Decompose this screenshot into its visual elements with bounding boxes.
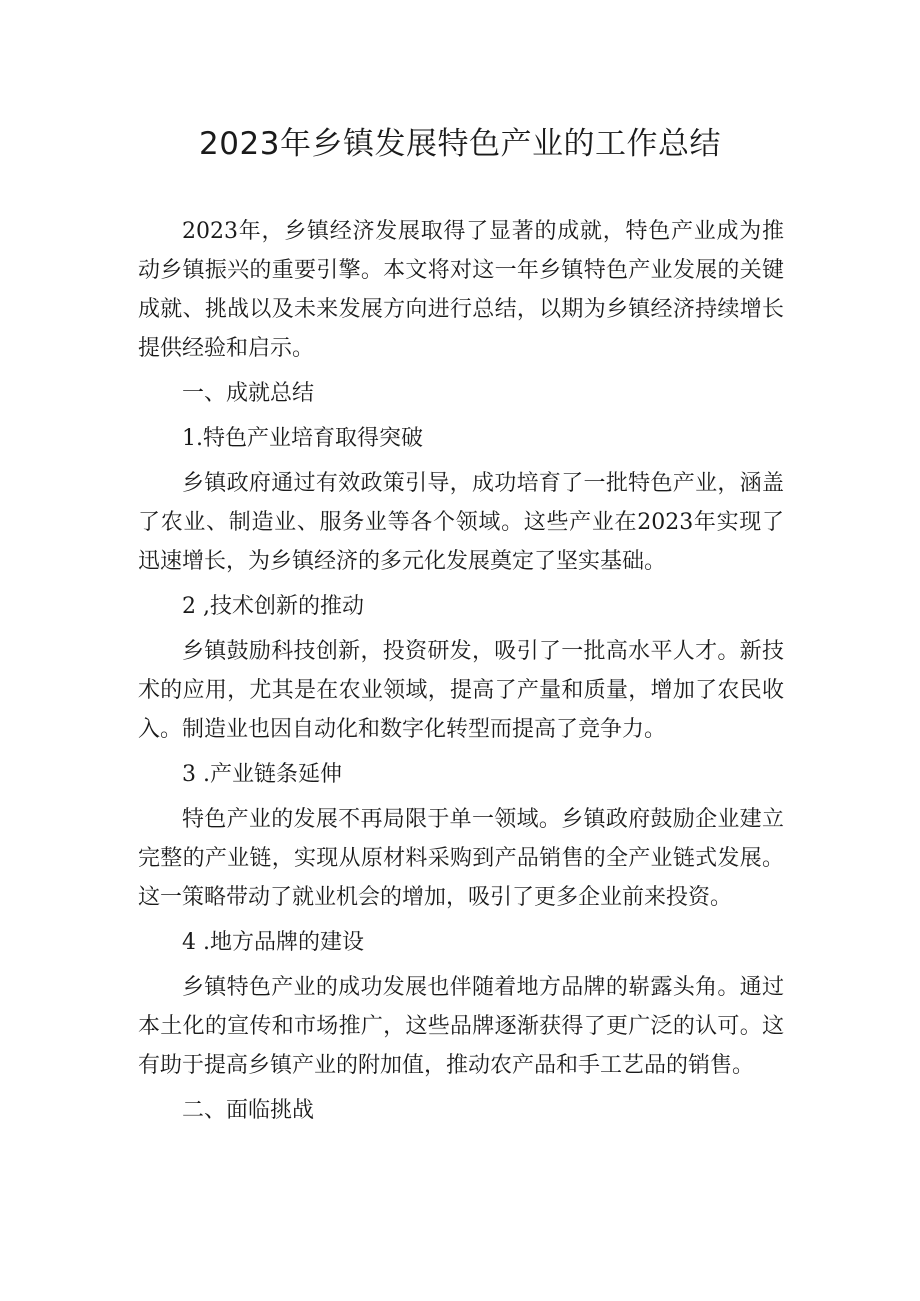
item-heading-3: 3 .产业链条延伸 — [182, 762, 342, 787]
item-paragraph-1: 乡镇政府通过有效政策引导，成功培育了一批特色产业，涵盖了农业、制造业、服务业等各个领域。这些产业在2023年实现了迅速增长，为乡镇经济的多元化发展奠定了坚实基础。 — [138, 471, 784, 574]
item-paragraph-2: 乡镇鼓励科技创新，投资研发，吸引了一批高水平人才。新技术的应用，尤其是在农业领域，提高了产量和质量，增加了农民收入。制造业也因自动化和数字化转型而提高了竞争力。 — [138, 639, 784, 742]
item-heading-2: 2 ,技术创新的推动 — [182, 594, 364, 619]
item-heading-4: 4 .地方品牌的建设 — [182, 930, 364, 955]
item-heading-1: 1.特色产业培育取得突破 — [182, 426, 423, 451]
document-title: 2023年乡镇发展特色产业的工作总结 — [199, 126, 721, 162]
document-body — [138, 212, 784, 1130]
section-heading-challenges: 二、面临挑战 — [182, 1098, 315, 1123]
section-heading-achievements: 一、成就总结 — [182, 381, 315, 406]
item-paragraph-4: 乡镇特色产业的成功发展也伴随着地方品牌的崭露头角。通过本土化的宣传和市场推广，这些品牌逐渐获得了更广泛的认可。这有助于提高乡镇产业的附加值，推动农产品和手工艺品的销售。 — [138, 975, 784, 1078]
intro-paragraph: 2023年，乡镇经济发展取得了显著的成就，特色产业成为推动乡镇振兴的重要引擎。本文将对这一年乡镇特色产业发展的关键成就、挑战以及未来发展方向进行总结，以期为乡镇经济持续增长提供经验和启示。 — [138, 219, 784, 361]
item-paragraph-3: 特色产业的发展不再局限于单一领域。乡镇政府鼓励企业建立完整的产业链，实现从原材料采购到产品销售的全产业链式发展。这一策略带动了就业机会的增加，吸引了更多企业前来投资。 — [138, 807, 784, 910]
